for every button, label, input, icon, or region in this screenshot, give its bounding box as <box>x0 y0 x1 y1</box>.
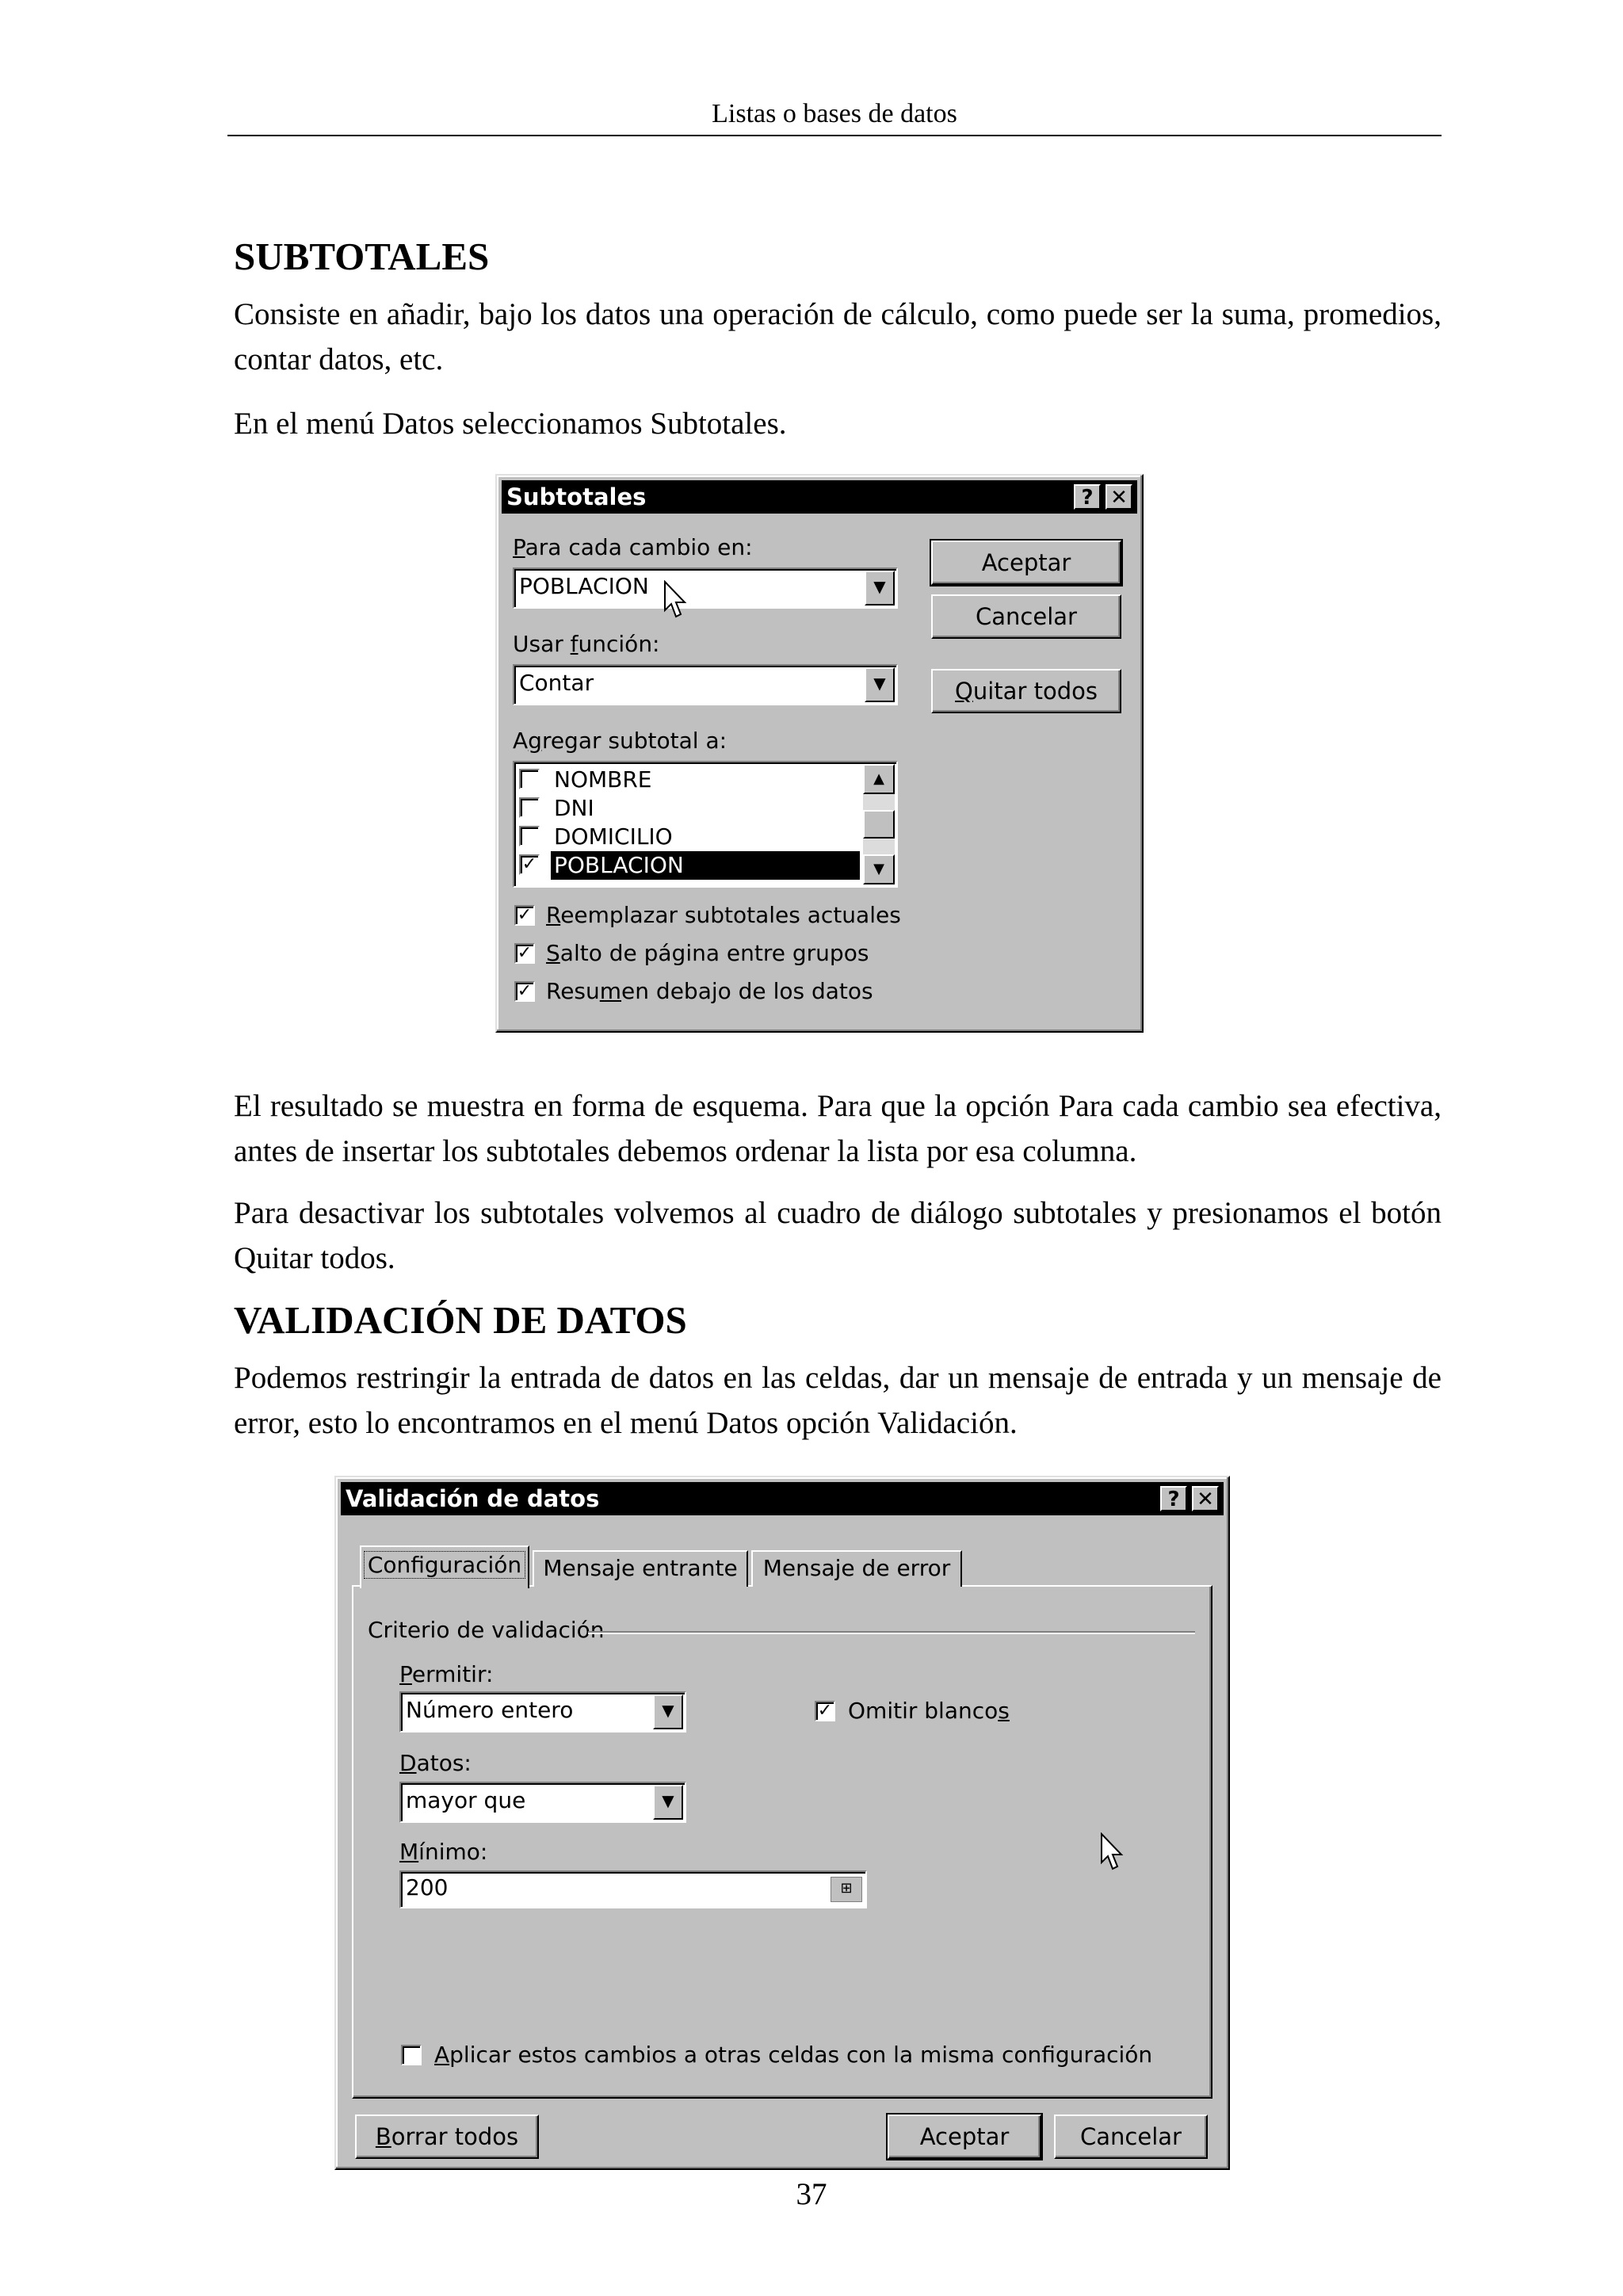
paragraph-subtotales-menu: En el menú Datos seleccionamos Subtotales. <box>234 407 787 441</box>
help-button[interactable]: ? <box>1160 1486 1187 1511</box>
mouse-pointer-icon <box>1100 1832 1124 1872</box>
resumen-checkbox[interactable]: ✓ <box>514 981 535 1002</box>
range-selector-icon[interactable]: ⊞ <box>831 1877 862 1902</box>
close-button[interactable]: ✕ <box>1106 484 1132 510</box>
omitir-blancos-checkbox[interactable]: ✓ <box>815 1701 835 1721</box>
aceptar-button[interactable]: Aceptar <box>888 2115 1041 2159</box>
label-agregar-subtotal: Agregar subtotal a: <box>513 728 727 754</box>
group-divider <box>588 1631 1195 1634</box>
label-permitir: Permitir: <box>399 1661 494 1687</box>
chevron-down-icon[interactable]: ▼ <box>865 571 895 606</box>
tab-configuracion[interactable] <box>360 1545 529 1588</box>
paragraph-validacion-intro: Podemos restringir la entrada de datos en las celdas, dar un mensaje de entrada y un mensaje de error, esto lo encontramos en el menú Datos opción Validación. <box>234 1361 1442 1440</box>
scroll-thumb[interactable] <box>863 810 895 839</box>
datos-select[interactable] <box>399 1782 686 1823</box>
tab-label: Configuración <box>365 1552 525 1578</box>
scroll-up-icon[interactable]: ▲ <box>863 764 895 794</box>
salto-checkbox[interactable]: ✓ <box>514 943 535 964</box>
cancelar-button[interactable]: Cancelar <box>1054 2115 1208 2159</box>
chevron-down-icon[interactable]: ▼ <box>653 1694 683 1729</box>
checkbox[interactable] <box>519 797 540 818</box>
label-minimo: Mínimo: <box>399 1839 488 1865</box>
list-item-label: POBLACION <box>551 851 860 880</box>
list-item-selected[interactable] <box>519 851 860 880</box>
list-item[interactable] <box>519 794 860 823</box>
list-item[interactable] <box>519 823 860 851</box>
scroll-down-icon[interactable]: ▼ <box>863 854 895 884</box>
cancelar-button[interactable]: Cancelar <box>931 594 1121 639</box>
para-cada-cambio-value: POBLACION <box>519 573 649 599</box>
help-button[interactable]: ? <box>1074 484 1101 510</box>
omitir-blancos-label: Omitir blancos <box>848 1698 1010 1724</box>
page-number: 37 <box>796 2177 827 2211</box>
chevron-down-icon[interactable]: ▼ <box>653 1785 683 1820</box>
checkbox-checked[interactable]: ✓ <box>519 854 540 875</box>
resumen-label: Resumen debajo de los datos <box>546 978 873 1004</box>
paragraph-desactivar: Para desactivar los subtotales volvemos al cuadro de diálogo subtotales y presionamos el botón Quitar todos. <box>234 1196 1442 1275</box>
reemplazar-checkbox[interactable]: ✓ <box>514 905 535 926</box>
usar-funcion-select[interactable] <box>513 664 898 705</box>
minimo-value: 200 <box>406 1874 449 1901</box>
paragraph-subtotales-intro: Consiste en añadir, bajo los datos una operación de cálculo, como puede ser la suma, promedios, contar datos, etc. <box>234 297 1442 376</box>
permitir-select[interactable] <box>399 1691 686 1733</box>
aplicar-checkbox[interactable] <box>401 2045 422 2065</box>
list-item[interactable] <box>519 766 860 794</box>
scrollbar[interactable] <box>863 764 895 884</box>
heading-validacion: VALIDACIÓN DE DATOS <box>234 1298 687 1342</box>
checkbox[interactable] <box>519 826 540 846</box>
paragraph-resultado: El resultado se muestra en forma de esquema. Para que la opción Para cada cambio sea efectiva, antes de insertar los subtotales debemos ordenar la lista por esa columna. <box>234 1089 1442 1168</box>
minimo-input[interactable] <box>399 1870 867 1908</box>
list-item-label: DNI <box>554 795 594 821</box>
label-para-cada-cambio: Para cada cambio en: <box>513 534 753 560</box>
criterio-group-label: Criterio de validación <box>368 1617 605 1643</box>
reemplazar-label: Reemplazar subtotales actuales <box>546 902 901 928</box>
para-cada-cambio-select[interactable] <box>513 567 898 609</box>
aceptar-button[interactable]: Aceptar <box>931 541 1121 585</box>
agregar-subtotal-list[interactable] <box>513 761 898 888</box>
close-button[interactable]: ✕ <box>1192 1486 1219 1511</box>
list-item-label: DOMICILIO <box>554 823 673 850</box>
dialog-titlebar <box>502 480 1137 514</box>
subtotales-dialog <box>495 474 1144 1033</box>
salto-label: Salto de página entre grupos <box>546 940 869 966</box>
permitir-value: Número entero <box>406 1697 574 1723</box>
datos-value: mayor que <box>406 1787 526 1813</box>
list-item-label: NOMBRE <box>554 766 652 793</box>
quitar-todos-button[interactable]: Quitar todos <box>931 669 1121 713</box>
mouse-pointer-icon <box>663 580 687 620</box>
dialog-titlebar <box>341 1482 1224 1515</box>
aplicar-label: Aplicar estos cambios a otras celdas con la misma configuración <box>434 2042 1153 2068</box>
header-rule <box>227 135 1442 136</box>
chevron-down-icon[interactable]: ▼ <box>865 667 895 702</box>
tab-mensaje-error[interactable]: Mensaje de error <box>751 1550 962 1587</box>
label-usar-funcion: Usar función: <box>513 631 660 657</box>
dialog-title: Subtotales <box>506 483 647 510</box>
checkbox[interactable] <box>519 769 540 789</box>
usar-funcion-value: Contar <box>519 670 594 696</box>
label-datos: Datos: <box>399 1750 472 1776</box>
validacion-dialog <box>334 1476 1230 2170</box>
tab-mensaje-entrante[interactable]: Mensaje entrante <box>533 1550 748 1587</box>
dialog-title: Validación de datos <box>346 1485 600 1512</box>
heading-subtotales: SUBTOTALES <box>234 235 490 278</box>
running-header: Listas o bases de datos <box>712 99 957 128</box>
borrar-todos-button[interactable]: Borrar todos <box>355 2115 539 2159</box>
